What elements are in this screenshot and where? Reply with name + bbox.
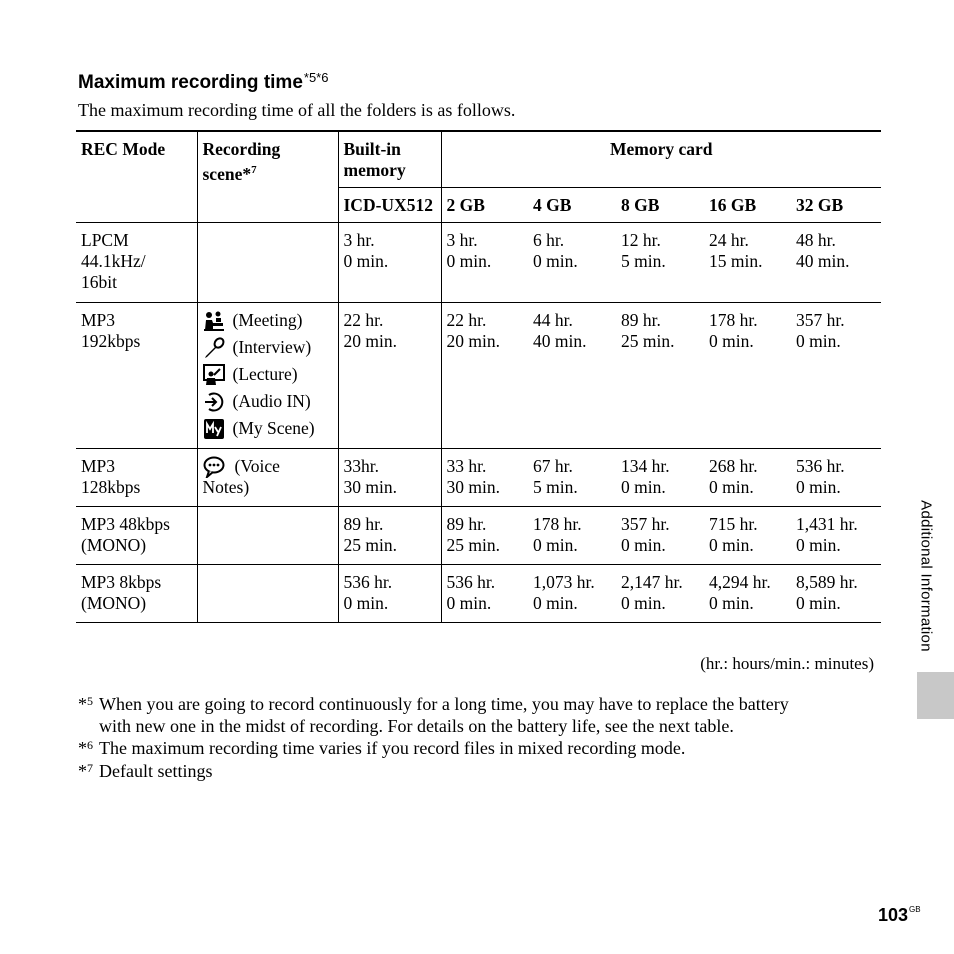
header-scene: Recording scene*$^7$ [197, 131, 338, 223]
scene-my-scene: (My Scene) [203, 415, 333, 442]
builtin-cell: 536 hr. 0 min. [338, 565, 441, 623]
audio-in-icon [203, 391, 225, 413]
header-size-2gb: 2 GB [441, 188, 528, 223]
card-cell: 89 hr. 25 min. [616, 303, 704, 449]
meeting-icon [203, 310, 225, 332]
card-cell: 536 hr. 0 min. [441, 565, 528, 623]
card-cell: 89 hr. 25 min. [441, 507, 528, 565]
scene-meeting: (Meeting) [203, 307, 333, 334]
card-cell: 12 hr. 5 min. [616, 223, 704, 303]
rec-mode-cell: MP3 192kbps [76, 303, 197, 449]
header-size-8gb: 8 GB [616, 188, 704, 223]
voice-notes-icon [203, 456, 225, 478]
scene-audio-in: (Audio IN) [203, 388, 333, 415]
scene-lecture: (Lecture) [203, 361, 333, 388]
recording-time-table [76, 130, 881, 623]
card-cell: 6 hr. 0 min. [528, 223, 616, 303]
builtin-cell: 33hr. 30 min. [338, 449, 441, 507]
card-cell: 357 hr. 0 min. [616, 507, 704, 565]
card-cell: 357 hr. 0 min. [791, 303, 881, 449]
card-cell: 24 hr. 15 min. [704, 223, 791, 303]
card-cell: 715 hr. 0 min. [704, 507, 791, 565]
table-row [76, 507, 881, 565]
page-number: $103^{GB}$ [878, 905, 921, 925]
scene-cell [197, 507, 338, 565]
card-cell: 8,589 hr. 0 min. [791, 565, 881, 623]
card-cell: 178 hr. 0 min. [704, 303, 791, 449]
footnote-7: *$^7$ Default settings [78, 761, 213, 781]
table-row [76, 449, 881, 507]
header-rec-mode: REC Mode [76, 131, 197, 223]
header-model: ICD-UX512 [338, 188, 441, 223]
footnote-5: *$^5$ When you are going to record continuously for a long time, you may have to replace the battery with new one in the midst of recording. For details on the battery life, see the next table. [78, 694, 789, 736]
scene-cell [197, 565, 338, 623]
card-cell: 1,073 hr. 0 min. [528, 565, 616, 623]
heading-refs: *5*6 [303, 70, 329, 85]
section-tab-marker [917, 672, 954, 719]
header-builtin: Built-in memory [338, 131, 441, 188]
table-row [76, 223, 881, 303]
rec-mode-cell: MP3 128kbps [76, 449, 197, 507]
header-row [76, 131, 881, 188]
card-cell: 33 hr. 30 min. [441, 449, 528, 507]
builtin-cell: 3 hr. 0 min. [338, 223, 441, 303]
scene-cell [197, 303, 338, 449]
footnote-6: *$^6$ The maximum recording time varies if you record files in mixed recording mode. [78, 738, 686, 758]
section-side-label: Additional Information [917, 500, 935, 652]
card-cell: 268 hr. 0 min. [704, 449, 791, 507]
scene-interview: (Interview) [203, 334, 333, 361]
card-cell: 536 hr. 0 min. [791, 449, 881, 507]
section-heading [78, 70, 328, 94]
table-row [76, 565, 881, 623]
card-cell: 67 hr. 5 min. [528, 449, 616, 507]
card-cell: 3 hr. 0 min. [441, 223, 528, 303]
builtin-cell: 89 hr. 25 min. [338, 507, 441, 565]
lecture-icon [203, 364, 225, 386]
builtin-cell: 22 hr. 20 min. [338, 303, 441, 449]
card-cell: 48 hr. 40 min. [791, 223, 881, 303]
card-cell: 44 hr. 40 min. [528, 303, 616, 449]
scene-voice-notes: (Voice [203, 456, 333, 477]
header-size-4gb: 4 GB [528, 188, 616, 223]
units-note: (hr.: hours/min.: minutes) [700, 654, 874, 673]
card-cell: 4,294 hr. 0 min. [704, 565, 791, 623]
rec-mode-cell: MP3 48kbps (MONO) [76, 507, 197, 565]
header-memory-card: Memory card [441, 131, 881, 188]
card-cell: 178 hr. 0 min. [528, 507, 616, 565]
header-size-32gb: 32 GB [791, 188, 881, 223]
table-row [76, 303, 881, 449]
card-cell: 1,431 hr. 0 min. [791, 507, 881, 565]
interview-icon [203, 337, 225, 359]
rec-mode-cell: LPCM 44.1kHz/ 16bit [76, 223, 197, 303]
my-scene-icon [203, 418, 225, 440]
card-cell: 2,147 hr. 0 min. [616, 565, 704, 623]
header-size-16gb: 16 GB [704, 188, 791, 223]
scene-cell [197, 223, 338, 303]
intro-text: The maximum recording time of all the folders is as follows. [78, 100, 516, 120]
scene-cell: (Voice Notes) [197, 449, 338, 507]
card-cell: 134 hr. 0 min. [616, 449, 704, 507]
heading-title: Maximum recording time [78, 72, 303, 93]
rec-mode-cell: MP3 8kbps (MONO) [76, 565, 197, 623]
card-cell: 22 hr. 20 min. [441, 303, 528, 449]
